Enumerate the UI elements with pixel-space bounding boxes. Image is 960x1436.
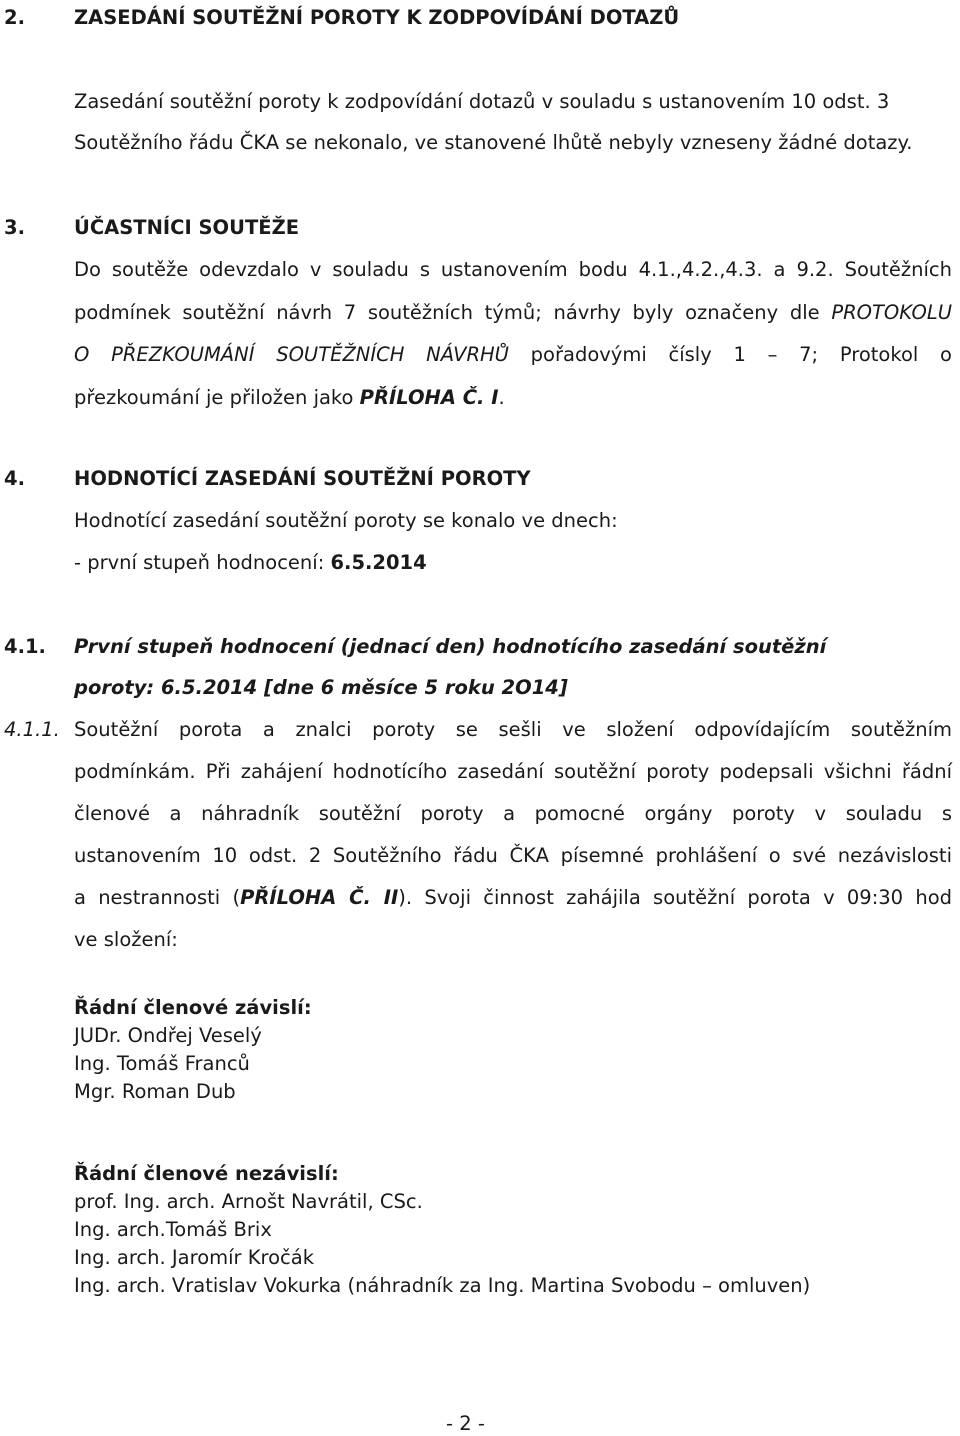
evaluation-date: 6.5.2014 — [330, 551, 427, 574]
member-name: Mgr. Roman Dub — [74, 1080, 236, 1103]
member-name: Ing. Tomáš Franců — [74, 1052, 250, 1075]
section-3-number: 3. — [4, 216, 25, 239]
section-4-1-1-paragraph-line: ve složení: — [74, 928, 178, 951]
member-name: JUDr. Ondřej Veselý — [74, 1024, 262, 1047]
section-4-1-1-paragraph-line: Soutěžní porota a znalci poroty se sešli ve složení odpovídajícím soutěžním — [74, 718, 952, 741]
attachment-reference: PŘÍLOHA Č. I — [359, 386, 499, 409]
section-4-1-1-paragraph-line: ustanovením 10 odst. 2 Soutěžního řádu ČKA písemné prohlášení o své nezávislosti — [74, 844, 952, 867]
member-name: Ing. arch.Tomáš Brix — [74, 1218, 272, 1241]
section-2-paragraph-line: Zasedání soutěžní poroty k zodpovídání dotazů v souladu s ustanovením 10 odst. 3 — [74, 90, 890, 113]
section-4-number: 4. — [4, 467, 25, 490]
section-4-title: HODNOTÍCÍ ZASEDÁNÍ SOUTĚŽNÍ POROTY — [74, 467, 531, 490]
section-4-1-title: První stupeň hodnocení (jednací den) hodnotícího zasedání soutěžní — [74, 635, 827, 658]
attachment-reference: PŘÍLOHA Č. II — [240, 886, 399, 909]
section-3-paragraph-line: podmínek soutěžní návrh 7 soutěžních týmů; návrhy byly označeny dle PROTOKOLU — [74, 301, 952, 324]
section-2-title: ZASEDÁNÍ SOUTĚŽNÍ POROTY K ZODPOVÍDÁNÍ DOTAZŮ — [74, 6, 680, 29]
section-4-paragraph-line: Hodnotící zasedání soutěžní poroty se konalo ve dnech: — [74, 509, 618, 532]
section-4-1-1-paragraph-line: a nestrannosti (PŘÍLOHA Č. II). Svoji činnost zahájila soutěžní porota v 09:30 hod — [74, 886, 952, 909]
member-name: Ing. arch. Vratislav Vokurka (náhradník za Ing. Martina Svobodu – omluven) — [74, 1274, 811, 1297]
member-name: prof. Ing. arch. Arnošt Navrátil, CSc. — [74, 1190, 423, 1213]
section-3-paragraph-line: Do soutěže odevzdalo v souladu s ustanovením bodu 4.1.,4.2.,4.3. a 9.2. Soutěžních — [74, 258, 952, 281]
section-4-1-number: 4.1. — [4, 635, 46, 658]
member-name: Ing. arch. Jaromír Kročák — [74, 1246, 315, 1269]
section-4-1-title: poroty: 6.5.2014 [dne 6 měsíce 5 roku 2O14] — [74, 676, 568, 699]
section-3-paragraph-line: O PŘEZKOUMÁNÍ SOUTĚŽNÍCH NÁVRHŮ pořadovými čísly 1 – 7; Protokol o — [74, 343, 952, 366]
section-4-1-1-paragraph-line: podmínkám. Při zahájení hodnotícího zasedání soutěžní poroty podepsali všichni řádní — [74, 760, 952, 783]
section-4-paragraph-line: - první stupeň hodnocení: 6.5.2014 — [74, 551, 427, 574]
protocol-reference: O PŘEZKOUMÁNÍ SOUTĚŽNÍCH NÁVRHŮ — [74, 343, 509, 366]
section-2-number: 2. — [4, 6, 25, 29]
section-2-paragraph-line: Soutěžního řádu ČKA se nekonalo, ve stanovené lhůtě nebyly vzneseny žádné dotazy. — [74, 131, 913, 154]
section-3-title: ÚČASTNÍCI SOUTĚŽE — [74, 216, 300, 239]
section-4-1-1-number: 4.1.1. — [4, 718, 60, 741]
section-4-1-1-paragraph-line: členové a náhradník soutěžní poroty a pomocné orgány poroty v souladu s — [74, 802, 952, 825]
protocol-reference: PROTOKOLU — [831, 301, 952, 324]
page-number: - 2 - — [446, 1412, 485, 1435]
section-3-paragraph-line: přezkoumání je přiložen jako PŘÍLOHA Č. I. — [74, 386, 505, 409]
independent-members-heading: Řádní členové nezávislí: — [74, 1162, 339, 1185]
dependent-members-heading: Řádní členové závislí: — [74, 996, 312, 1019]
